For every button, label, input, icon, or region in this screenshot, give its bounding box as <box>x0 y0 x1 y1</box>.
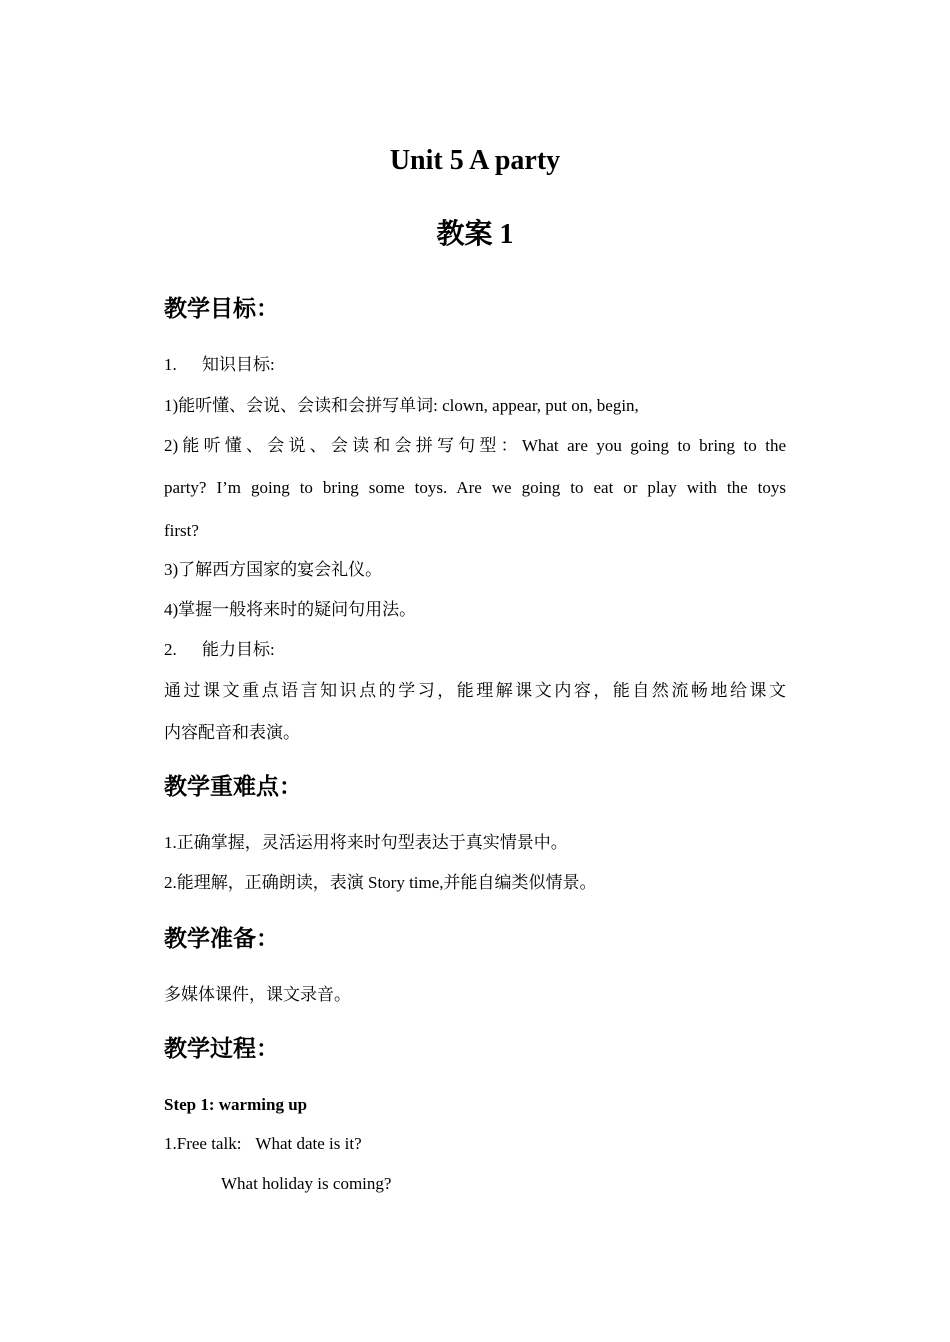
free-talk-label: 1.Free talk: <box>164 1134 242 1153</box>
knowledge-objective-text: 知识目标: <box>202 355 275 374</box>
lesson-plan-title: 教案 1 <box>436 219 514 250</box>
free-talk-line <box>164 1133 362 1155</box>
unit-title: Unit 5 A party <box>389 145 561 176</box>
ability-objective-text: 能力目标: <box>202 640 275 659</box>
ability-objective-line-2: 内容配音和表演。 <box>164 723 300 742</box>
key-point-1: 1.正确掌握，灵活运用将来时句型表达于真实情景中。 <box>164 833 568 852</box>
process-heading: 教学过程： <box>164 1036 279 1062</box>
objectives-heading: 教学目标： <box>164 296 279 322</box>
key-points-heading: 教学重难点： <box>164 774 302 800</box>
free-talk-question-2: What holiday is coming? <box>221 1174 392 1193</box>
objective-item-2-line-1: 2)能听懂、会说、会读和会拼写句型：What are you going to bring to the <box>164 436 786 455</box>
free-talk-question-1: What date is it? <box>255 1134 362 1153</box>
knowledge-objective-label <box>164 354 275 376</box>
key-point-2: 2.能理解，正确朗读，表演 Story time,并能自编类似情景。 <box>164 873 597 892</box>
objective-item-4: 4)掌握一般将来时的疑问句用法。 <box>164 600 417 619</box>
objective-item-2-line-2: party? I’m going to bring some toys. Are we going to eat or play with the toys <box>164 478 786 497</box>
preparation-text: 多媒体课件，课文录音。 <box>164 985 351 1004</box>
ability-objective-line-1: 通过课文重点语言知识点的学习，能理解课文内容，能自然流畅地给课文 <box>164 681 786 700</box>
objective-item-3: 3)了解西方国家的宴会礼仪。 <box>164 560 383 579</box>
objective-item-1: 1)能听懂、会说、会读和会拼写单词: clown, appear, put on, begin, <box>164 396 639 415</box>
knowledge-objective-number: 1. <box>164 355 177 374</box>
objective-item-2-line-3: first? <box>164 521 199 540</box>
preparation-heading: 教学准备： <box>164 926 279 952</box>
ability-objective-label <box>164 639 275 661</box>
ability-objective-number: 2. <box>164 640 177 659</box>
step-1-title: Step 1: warming up <box>164 1095 308 1114</box>
